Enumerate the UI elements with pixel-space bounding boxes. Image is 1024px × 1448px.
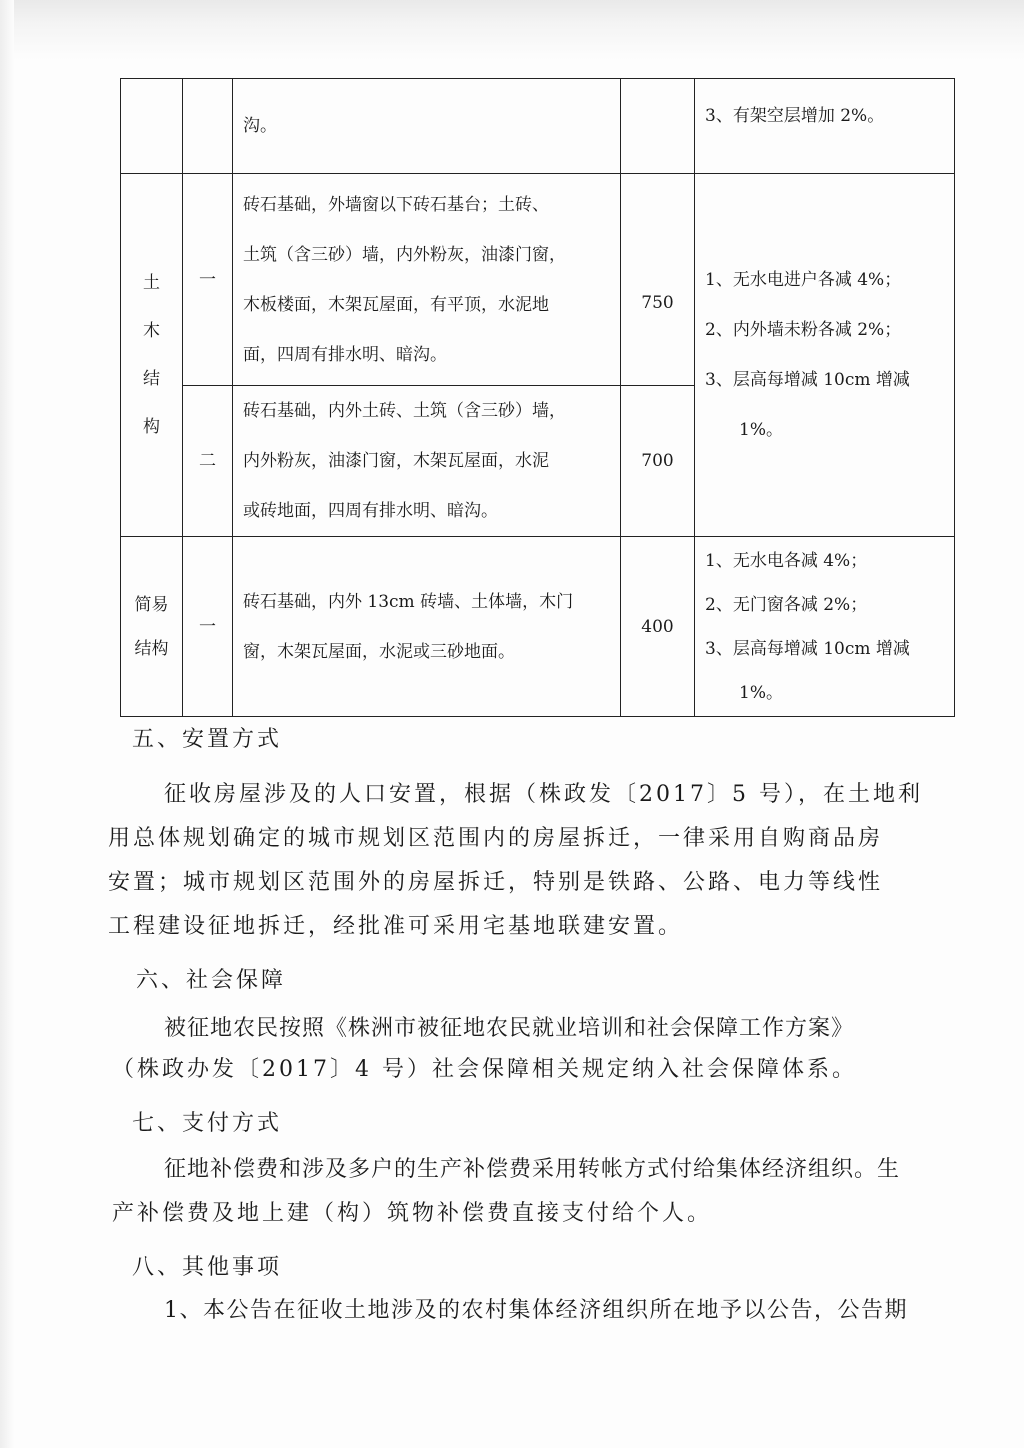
- paragraph-line: 产补偿费及地上建（构）筑物补偿费直接支付给个人。: [112, 1201, 713, 1226]
- category-char: 构: [143, 417, 160, 437]
- price-text: 400: [641, 616, 674, 637]
- category-char: 结: [143, 369, 160, 389]
- note-line: 2、内外墙未粉各减 2%；: [705, 320, 902, 340]
- note-line: 2、无门窗各减 2%；: [705, 594, 868, 615]
- grade-text: 二: [199, 451, 216, 471]
- note-line: 3、层高每增减 10cm 增减: [705, 370, 910, 390]
- description-line: 土筑（含三砂）墙，内外粉灰，油漆门窗，: [243, 244, 566, 265]
- paragraph-line: 征收房屋涉及的人口安置，根据（株政发〔2017〕5 号），在土地利: [164, 782, 923, 807]
- description-line: 面，四周有排水明、暗沟。: [243, 344, 447, 365]
- paragraph-line: 征地补偿费和涉及多户的生产补偿费采用转帐方式付给集体经济组织。生: [164, 1157, 901, 1182]
- note-line: 1%。: [739, 682, 783, 703]
- section-heading: 七、支付方式: [132, 1111, 283, 1136]
- description-line: 木板楼面，木架瓦屋面，有平顶，水泥地: [243, 294, 549, 315]
- scan-shadow-left: [0, 0, 14, 1448]
- section-heading: 六、社会保障: [136, 968, 287, 993]
- note-line: 1、无水电进户各减 4%；: [705, 270, 902, 290]
- note-line: 1、无水电各减 4%；: [705, 550, 868, 571]
- price-text: 750: [641, 292, 674, 313]
- category-line: 结构: [134, 638, 169, 659]
- description-text: 沟。: [243, 116, 277, 136]
- paragraph-line: 用总体规划确定的城市规划区范围内的房屋拆迁，一律采用自购商品房: [108, 826, 884, 851]
- note-line: 1%。: [739, 420, 783, 440]
- section-heading: 八、其他事项: [132, 1255, 283, 1280]
- document-body: [108, 0, 988, 1448]
- grade-text: 一: [199, 616, 216, 637]
- paragraph-line: （株政办发〔2017〕4 号）社会保障相关规定纳入社会保障体系。: [112, 1057, 857, 1082]
- description-line: 内外粉灰，油漆门窗，木架瓦屋面，水泥: [243, 451, 549, 471]
- category-line: 简易: [134, 594, 169, 615]
- paragraph-line: 工程建设征地拆迁，经批准可采用宅基地联建安置。: [108, 914, 684, 939]
- note-line: 3、层高每增减 10cm 增减: [705, 638, 910, 659]
- description-line: 砖石基础，内外土砖、土筑（含三砂）墙，: [243, 401, 566, 421]
- category-char: 木: [143, 321, 160, 341]
- description-line: 窗，木架瓦屋面，水泥或三砂地面。: [243, 641, 515, 662]
- description-line: 砖石基础，外墙窗以下砖石基台；土砖、: [243, 194, 549, 215]
- paragraph-line: 被征地农民按照《株洲市被征地农民就业培训和社会保障工作方案》: [164, 1016, 855, 1041]
- paragraph-line: 1、本公告在征收土地涉及的农村集体经济组织所在地予以公告，公告期: [164, 1298, 908, 1323]
- price-text: 700: [641, 451, 674, 471]
- category-char: 土: [143, 273, 160, 293]
- description-line: 砖石基础，内外 13cm 砖墙、土体墙，木门: [243, 591, 574, 612]
- description-line: 或砖地面，四周有排水明、暗沟。: [243, 501, 498, 521]
- section-heading: 五、安置方式: [132, 727, 283, 752]
- paragraph-line: 安置；城市规划区范围外的房屋拆迁，特别是铁路、公路、电力等线性: [108, 870, 884, 895]
- grade-text: 一: [199, 269, 216, 290]
- note-text: 3、有架空层增加 2%。: [705, 106, 885, 126]
